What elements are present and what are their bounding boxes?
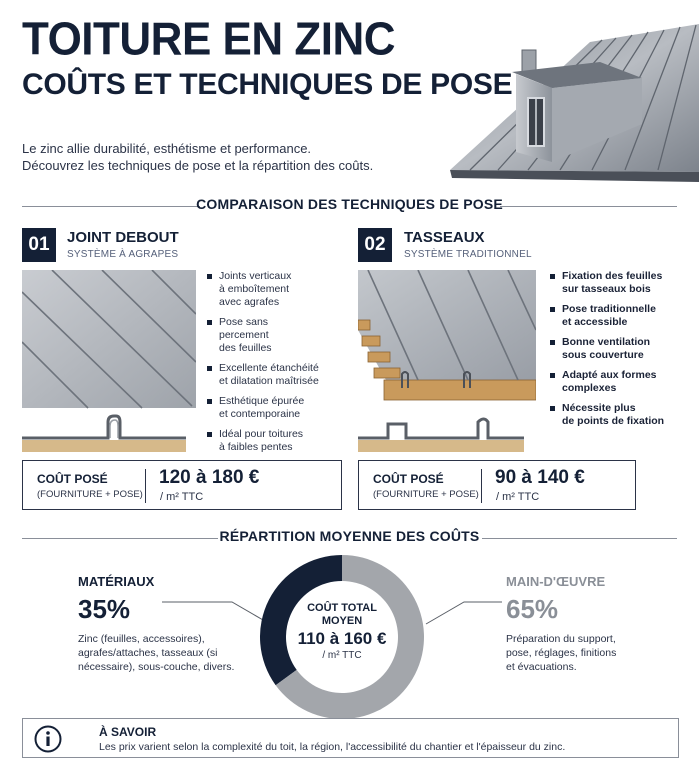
- technique-number-02: 02: [358, 228, 392, 262]
- labour-percent: 65%: [506, 594, 559, 624]
- total-cost-label-1: COÛT TOTAL: [307, 602, 377, 614]
- total-cost-label-2: MOYEN: [321, 615, 363, 627]
- technique-title-tasseaux: TASSEAUX: [404, 229, 485, 246]
- total-cost-price: 110 à 160 €: [297, 629, 387, 648]
- technique-number-01: 01: [22, 228, 56, 262]
- labour-desc-line: Préparation du support,: [506, 633, 616, 645]
- distribution-heading: [22, 528, 677, 548]
- bullet-item: Pose sans percement des feuilles: [207, 316, 327, 355]
- bullet-item: Esthétique épurée et contemporaine: [207, 395, 327, 421]
- cost-label: COÛT POSÉ: [37, 472, 108, 486]
- bullet-item: Fixation des feuilles sur tasseaux bois: [550, 270, 680, 296]
- cost-unit: / m² TTC: [496, 491, 540, 503]
- info-text: Les prix varient selon la complexité du toit, la région, l'accessibilité du chantier et l'épaisseur du zinc.: [99, 741, 566, 753]
- labour-desc-line: pose, réglages, finitions: [506, 647, 617, 659]
- bullet-item: Joints verticaux à emboîtement avec agrafes: [207, 270, 327, 309]
- materials-description: [78, 632, 248, 674]
- info-title: À SAVOIR: [99, 725, 157, 739]
- donut-center-label: [296, 602, 388, 661]
- bullet-item: Excellente étanchéité et dilatation maîtrisée: [207, 362, 327, 388]
- info-box: [22, 718, 679, 758]
- bullet-item: Idéal pour toitures à faibles pentes: [207, 428, 327, 454]
- bullet-item: Pose traditionnelle et accessible: [550, 303, 680, 329]
- intro-line-1: Le zinc allie durabilité, esthétisme et performance.: [22, 141, 312, 156]
- total-cost-unit: / m² TTC: [322, 650, 362, 661]
- bullet-item: Adapté aux formes complexes: [550, 369, 680, 395]
- bullet-item: Nécessite plus de points de fixation: [550, 402, 680, 428]
- cost-separator: [145, 469, 146, 503]
- cost-separator: [481, 469, 482, 503]
- zinc-roof-illustration: [450, 12, 699, 182]
- standing-seam-photo: [22, 270, 196, 452]
- intro-line-2: Découvrez les techniques de pose et la répartition des coûts.: [22, 158, 374, 173]
- page-subtitle: COÛTS ET TECHNIQUES DE POSE: [22, 68, 513, 101]
- materials-desc-line: agrafes/attaches, tasseaux (si: [78, 647, 218, 659]
- labour-description: [506, 632, 656, 674]
- intro-text: [22, 140, 373, 174]
- cost-price: 120 à 180 €: [159, 467, 260, 488]
- cost-box-joint-debout: [22, 460, 342, 510]
- materials-connector: [162, 598, 272, 628]
- cost-price: 90 à 140 €: [495, 467, 585, 488]
- materials-percent: 35%: [78, 594, 131, 624]
- cost-label: COÛT POSÉ: [373, 472, 444, 486]
- distribution-heading-text: RÉPARTITION MOYENNE DES COÛTS: [219, 528, 480, 544]
- labour-desc-line: et évacuations.: [506, 661, 577, 673]
- materials-title: MATÉRIAUX: [78, 574, 155, 589]
- bullet-list-tasseaux: [550, 270, 680, 435]
- batten-roll-photo: [358, 270, 536, 452]
- cost-box-tasseaux: [358, 460, 636, 510]
- materials-desc-line: Zinc (feuilles, accessoires),: [78, 633, 205, 645]
- page-title: TOITURE EN ZINC: [22, 13, 396, 66]
- labour-connector: [424, 598, 504, 628]
- bullet-list-joint-debout: [207, 270, 327, 461]
- labour-title: MAIN-D'ŒUVRE: [506, 574, 606, 589]
- technique-title-joint-debout: JOINT DEBOUT: [67, 229, 179, 246]
- cost-sublabel: (FOURNITURE + POSE): [37, 489, 143, 500]
- technique-subtitle-tasseaux: SYSTÈME TRADITIONNEL: [404, 249, 532, 260]
- cost-unit: / m² TTC: [160, 491, 204, 503]
- comparison-heading: [22, 196, 677, 216]
- comparison-heading-text: COMPARAISON DES TECHNIQUES DE POSE: [196, 196, 503, 212]
- cost-sublabel: (FOURNITURE + POSE): [373, 489, 479, 500]
- technique-subtitle-joint-debout: SYSTÈME À AGRAPES: [67, 249, 179, 260]
- bullet-item: Bonne ventilation sous couverture: [550, 336, 680, 362]
- materials-desc-line: nécessaire), sous-couche, divers.: [78, 661, 235, 673]
- info-icon: [33, 724, 63, 754]
